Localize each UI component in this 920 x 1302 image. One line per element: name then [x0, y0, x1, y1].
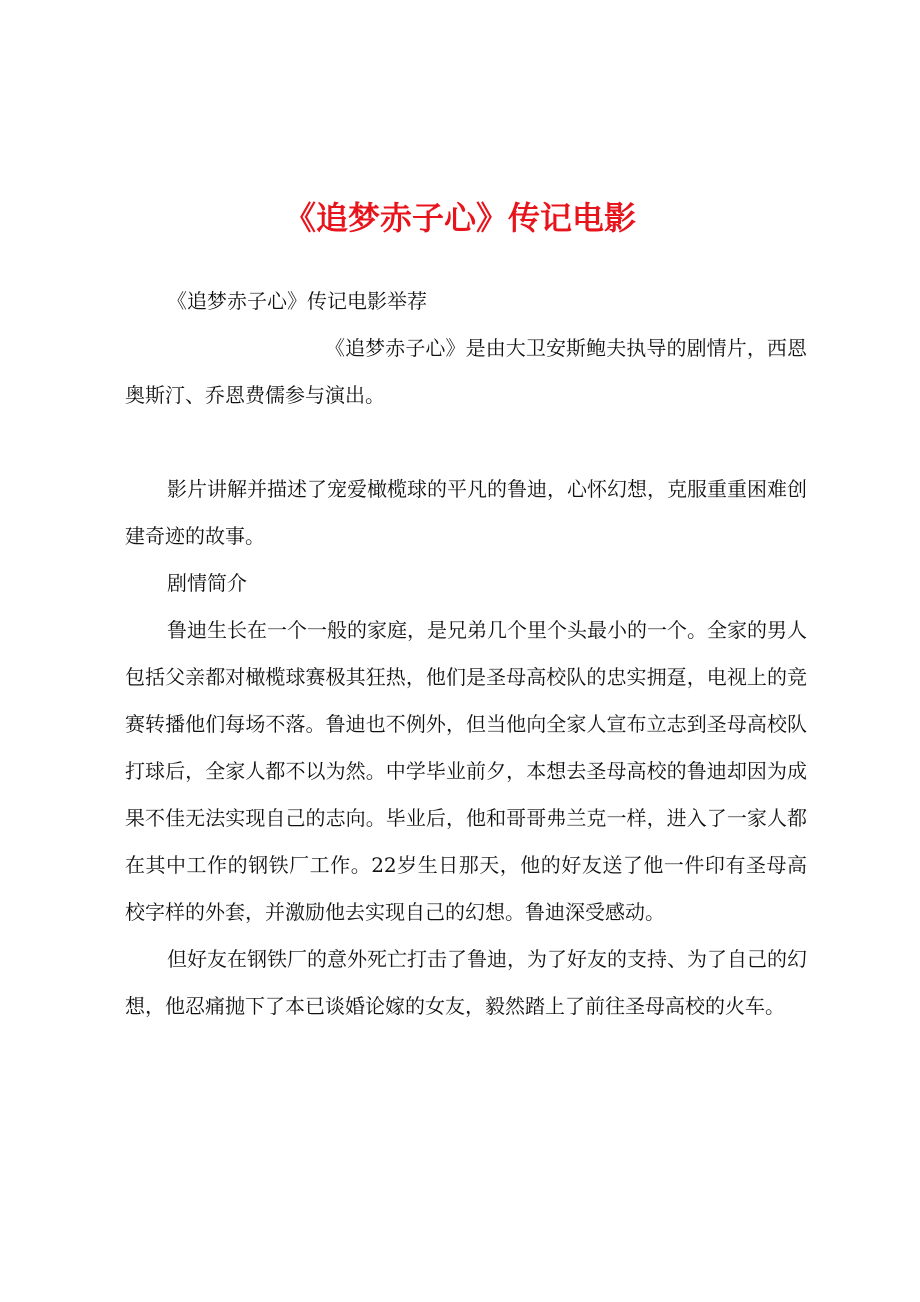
- paragraph-summary: 影片讲解并描述了宠爱橄榄球的平凡的鲁迪，心怀幻想，克服重重困难创建奇迹的故事。: [125, 477, 807, 548]
- paragraph-spacer: [125, 419, 807, 466]
- document-title: 《追梦赤子心》传记电影: [283, 199, 636, 237]
- paragraph-plot-1: 鲁迪生长在一个一般的家庭，是兄弟几个里个头最小的一个。全家的男人包括父亲都对橄榄球赛极其狂热，他们是圣母高校队的忠实拥趸，电视上的竞赛转播他们每场不落。鲁迪也不例外，但当他向全家人宣布立志到圣母高校队打球后，全家人都不以为然。中学毕业前夕，本想去圣母高校的鲁迪却因为成果不佳无法实现自己的志向。毕业后，他和哥哥弗兰克一样，进入了一家人都在其中工作的钢铁厂工作。22岁生日那天，他的好友送了他一件印有圣母高校字样的外套，并激励他去实现自己的幻想。鲁迪深受感动。: [125, 618, 807, 924]
- document-body: [125, 278, 807, 1030]
- section-heading-plot: 剧情简介: [167, 571, 247, 595]
- paragraph-plot-2: 但好友在钢铁厂的意外死亡打击了鲁迪，为了好友的支持、为了自己的幻想，他忍痛抛下了本已谈婚论嫁的女友，毅然踏上了前往圣母高校的火车。: [125, 947, 807, 1018]
- paragraph-intro: 《追梦赤子心》是由大卫安斯鲍夫执导的剧情片，西恩奥斯汀、乔恩费儒参与演出。: [125, 336, 807, 407]
- paragraph-recommendation: 《追梦赤子心》传记电影举荐: [167, 289, 427, 313]
